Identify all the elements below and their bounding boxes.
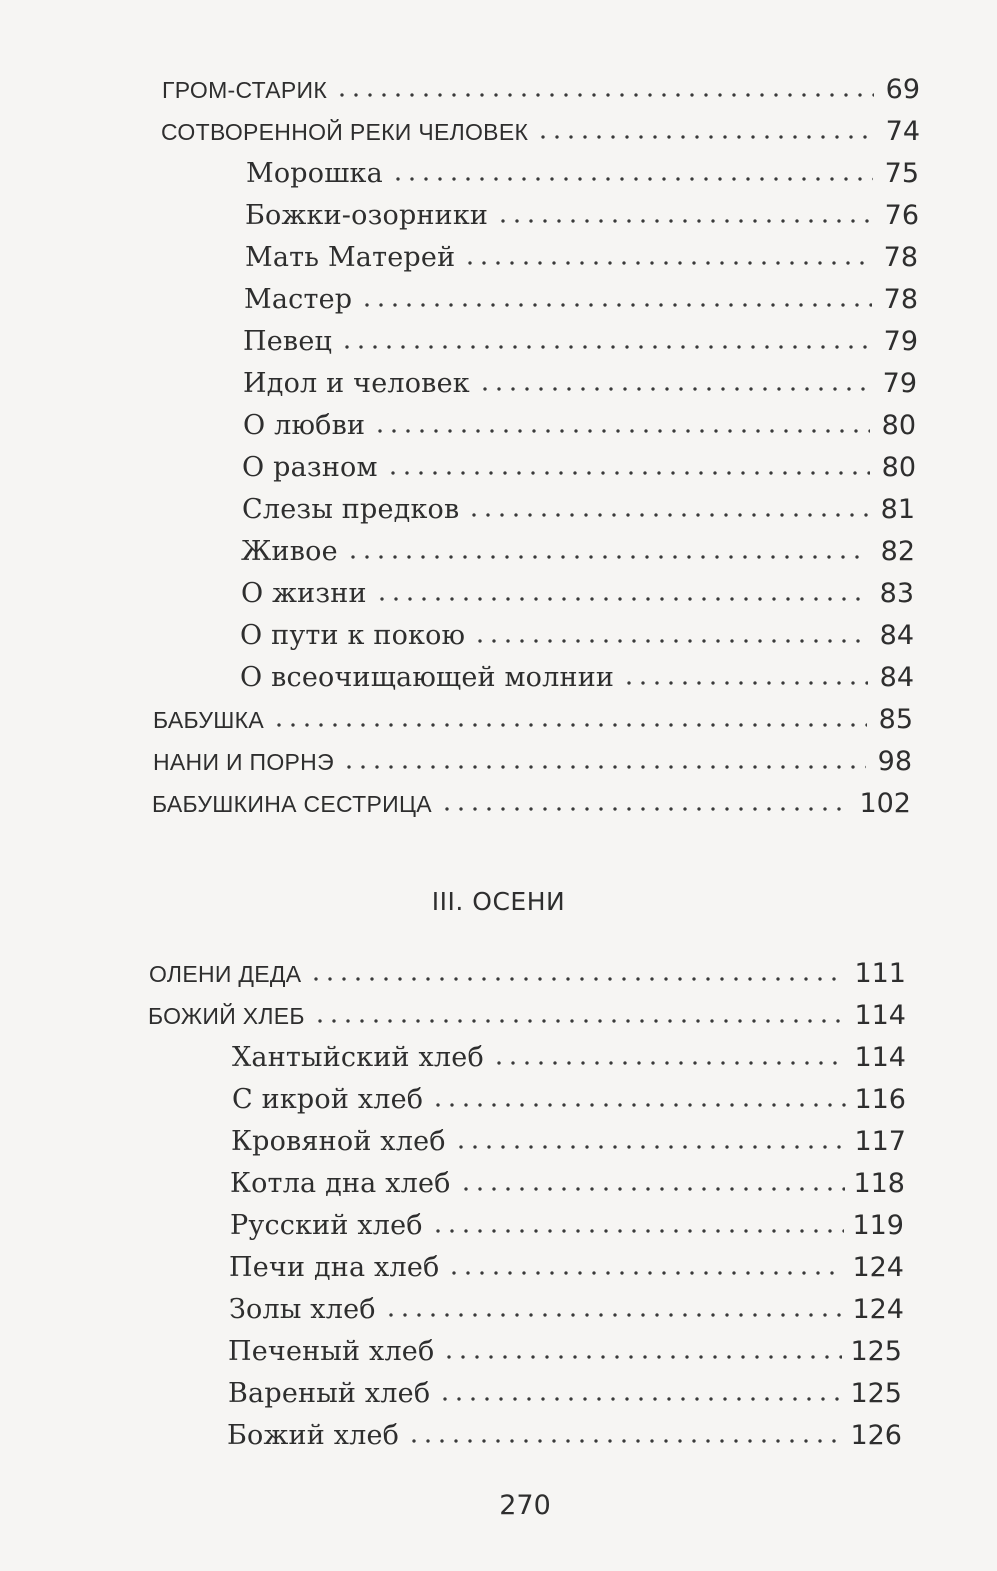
toc-entry (0, 1248, 997, 1288)
toc-entry-title: Божий хлеб (227, 1420, 400, 1451)
dot-leader (536, 135, 874, 139)
toc-entry (0, 448, 997, 488)
toc-entry-page: 69 (885, 74, 920, 105)
toc-entry-page: 124 (852, 1294, 904, 1325)
dot-leader (313, 1019, 846, 1023)
toc-entry (0, 280, 997, 320)
toc-entry-title: Хантыйский хлеб (232, 1042, 484, 1073)
toc-entry-title: Котла дна хлеб (230, 1168, 451, 1199)
dot-leader (467, 513, 869, 517)
dot-leader (272, 723, 867, 727)
dot-leader (438, 1397, 842, 1401)
toc-entry-page: 119 (852, 1210, 904, 1241)
toc-entry-title: О пути к покою (240, 620, 466, 651)
toc-entry-page: 83 (879, 578, 914, 609)
dot-leader (459, 1187, 845, 1191)
toc-entry (0, 1080, 997, 1120)
toc-entry-page: 76 (884, 200, 919, 231)
dot-leader (386, 471, 870, 475)
toc-entry (0, 1164, 997, 1204)
toc-entry (0, 238, 997, 278)
toc-entry-title: БАБУШКИНА СЕСТРИЦА (152, 791, 432, 817)
toc-entry (0, 322, 997, 362)
dot-leader (375, 597, 868, 601)
toc-entry-page: 102 (859, 788, 911, 819)
toc-entry-title: Идол и человек (243, 368, 470, 399)
dot-leader (391, 177, 873, 181)
toc-entry-page: 80 (881, 410, 916, 441)
dot-leader (447, 1271, 844, 1275)
toc-entry-title: БАБУШКА (153, 707, 265, 733)
toc-entry-title: О разном (242, 452, 378, 483)
toc-entry (0, 616, 997, 656)
dot-leader (463, 261, 872, 265)
dot-leader (622, 681, 868, 685)
toc-entry-page: 82 (880, 536, 915, 567)
toc-entry-title: БОЖИЙ ХЛЕБ (148, 1003, 305, 1029)
toc-entry-title: Кровяной хлеб (231, 1126, 446, 1157)
toc-entry-title: Мастер (244, 284, 353, 315)
dot-leader (373, 429, 870, 433)
toc-entry-title: Печи дна хлеб (229, 1252, 440, 1283)
dot-leader (335, 93, 874, 97)
toc-entry (0, 1206, 997, 1246)
toc-entry-page: 117 (854, 1126, 906, 1157)
toc-entry (0, 1374, 997, 1414)
toc-entry (0, 742, 997, 782)
toc-entry-page: 114 (854, 1042, 906, 1073)
toc-entry-page: 79 (882, 368, 917, 399)
toc-entry-title: Божки-озорники (245, 200, 489, 231)
toc-entry-page: 85 (878, 704, 913, 735)
toc-entry-page: 126 (850, 1420, 902, 1451)
toc-entry (0, 996, 997, 1036)
toc-entry-page: 81 (880, 494, 915, 525)
toc-entry-title: Русский хлеб (230, 1210, 423, 1241)
toc-entry-title: СОТВОРЕННОЙ РЕКИ ЧЕЛОВЕК (161, 119, 529, 145)
toc-entry-page: 84 (879, 662, 914, 693)
toc-entry-page: 114 (854, 1000, 906, 1031)
toc-entry (0, 574, 997, 614)
toc-entry-page: 125 (850, 1378, 902, 1409)
toc-entry-title: О всеочищающей молнии (240, 662, 615, 693)
toc-entry-title: ОЛЕНИ ДЕДА (149, 961, 302, 987)
dot-leader (440, 807, 851, 811)
dot-leader (384, 1313, 844, 1317)
toc-entry-page: 125 (850, 1336, 902, 1367)
toc-entry (0, 658, 997, 698)
toc-entry-title: С икрой хлеб (232, 1084, 424, 1115)
toc-entry-title: НАНИ И ПОРНЭ (153, 749, 334, 775)
toc-entry (0, 154, 997, 194)
dot-leader (454, 1145, 846, 1149)
toc-entry-title: Певец (243, 326, 333, 357)
toc-entry (0, 1416, 997, 1456)
dot-leader (478, 387, 871, 391)
toc-entry-title: О любви (243, 410, 366, 441)
toc-entry-page: 116 (854, 1084, 906, 1115)
dot-leader (342, 765, 866, 769)
part-heading: III. ОСЕНИ (431, 887, 566, 916)
dot-leader (473, 639, 868, 643)
dot-leader (442, 1355, 842, 1359)
toc-entry-title: Печеный хлеб (228, 1336, 435, 1367)
toc-entry-page: 80 (881, 452, 916, 483)
dot-leader (309, 977, 846, 981)
toc-entry-page: 79 (883, 326, 918, 357)
dot-leader (407, 1439, 842, 1443)
toc-entry (0, 954, 997, 994)
toc-entry-page: 111 (854, 958, 906, 989)
toc-entry (0, 532, 997, 572)
toc-entry (0, 784, 997, 824)
toc-entry (0, 1038, 997, 1078)
toc-entry-page: 118 (853, 1168, 905, 1199)
toc-entry-page: 74 (885, 116, 920, 147)
toc-entry-title: Золы хлеб (229, 1294, 376, 1325)
toc-entry (0, 700, 997, 740)
toc-entry (0, 490, 997, 530)
dot-leader (340, 345, 872, 349)
dot-leader (492, 1061, 846, 1065)
toc-entry-page: 124 (852, 1252, 904, 1283)
toc-entry-page: 75 (884, 158, 919, 189)
page-number: 270 (499, 1490, 551, 1521)
toc-entry (0, 196, 997, 236)
dot-leader (360, 303, 872, 307)
toc-entry (0, 1122, 997, 1162)
toc-entry (0, 1332, 997, 1372)
toc-entry-title: Живое (241, 536, 338, 567)
toc-entry (0, 112, 997, 152)
toc-entry-title: Вареный хлеб (228, 1378, 431, 1409)
dot-leader (496, 219, 873, 223)
toc-entry-page: 78 (883, 284, 918, 315)
toc-entry-title: Слезы предков (242, 494, 460, 525)
toc-entry-page: 78 (883, 242, 918, 273)
toc-entry (0, 70, 997, 110)
dot-leader (431, 1103, 846, 1107)
toc-entry-page: 98 (877, 746, 912, 777)
toc-entry-title: О жизни (241, 578, 367, 609)
toc-entry-title: Мать Матерей (245, 242, 456, 273)
dot-leader (431, 1229, 844, 1233)
toc-entry-title: ГРОМ-СТАРИК (162, 77, 328, 103)
toc-entry (0, 406, 997, 446)
toc-entry (0, 364, 997, 404)
toc-entry-title: Морошка (246, 158, 383, 189)
toc-entry (0, 1290, 997, 1330)
dot-leader (346, 555, 869, 559)
toc-entry-page: 84 (879, 620, 914, 651)
